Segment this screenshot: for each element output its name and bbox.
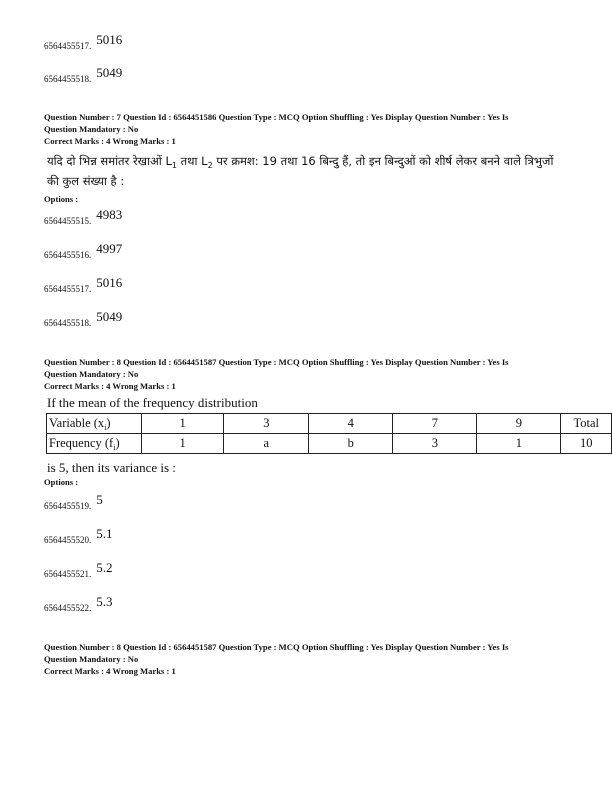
option-value: 5 — [96, 492, 103, 507]
option-row — [44, 526, 113, 548]
table-cell: 10 — [561, 434, 612, 454]
table-cell: 1 — [141, 434, 224, 454]
table-cell: Total — [561, 414, 612, 434]
options-label: Options : — [44, 477, 79, 487]
header-line: Question Number : 8 Question Id : 6564451587 Question Type : MCQ Option Shuffling : Yes Display Question Number : Yes Is — [44, 357, 509, 367]
option-row — [44, 594, 113, 616]
option-value: 5016 — [96, 32, 123, 47]
option-id: 6564455518. — [44, 318, 92, 328]
option-id: 6564455517. — [44, 284, 92, 294]
table-cell: 3 — [224, 414, 309, 434]
option-value: 5016 — [96, 275, 123, 290]
option-id: 6564455520. — [44, 535, 92, 545]
header-line: Question Mandatory : No — [44, 369, 139, 379]
option-value: 5049 — [96, 309, 123, 324]
question-header — [44, 356, 509, 392]
option-value: 5.2 — [96, 560, 113, 575]
table-cell: 1 — [141, 414, 224, 434]
option-value: 5049 — [96, 65, 123, 80]
table-cell: 1 — [477, 434, 561, 454]
option-row — [44, 32, 123, 54]
table-cell: 4 — [309, 414, 393, 434]
table-cell: 9 — [477, 414, 561, 434]
table-cell: b — [309, 434, 393, 454]
question-header — [44, 641, 509, 677]
question-text-line2: की कुल संख्या है : — [47, 174, 125, 188]
table-cell: 3 — [393, 434, 477, 454]
table-row — [47, 414, 612, 434]
option-value: 5.3 — [96, 594, 113, 609]
option-row — [44, 275, 123, 297]
question-header — [44, 111, 509, 147]
question-text: यदि दो भिन्न समांतर रेखाओं $L_1$ तथा $L_2$ पर क्रमश: 19 तथा 16 बिन्दु हैं, तो इन बिन्दुओं को शीर्ष लेकर बनने वाले त्रिभुजों — [47, 154, 554, 170]
table-cell: 7 — [393, 414, 477, 434]
table-cell: Variable $(x_i)$ — [47, 414, 142, 434]
header-line: Correct Marks : 4 Wrong Marks : 1 — [44, 136, 176, 146]
option-id: 6564455519. — [44, 501, 92, 511]
option-row — [44, 207, 123, 229]
option-id: 6564455517. — [44, 41, 92, 51]
header-line: Correct Marks : 4 Wrong Marks : 1 — [44, 381, 176, 391]
header-line: Question Number : 8 Question Id : 6564451587 Question Type : MCQ Option Shuffling : Yes Display Question Number : Yes Is — [44, 642, 509, 652]
header-line: Question Mandatory : No — [44, 654, 139, 664]
option-value: 4983 — [96, 207, 123, 222]
option-id: 6564455521. — [44, 569, 92, 579]
option-value: 5.1 — [96, 526, 113, 541]
options-label: Options : — [44, 194, 79, 204]
option-row — [44, 65, 123, 87]
option-row — [44, 309, 123, 331]
option-id: 6564455518. — [44, 74, 92, 84]
option-id: 6564455522. — [44, 603, 92, 613]
table-cell: a — [224, 434, 309, 454]
option-id: 6564455515. — [44, 216, 92, 226]
header-line: Question Number : 7 Question Id : 6564451586 Question Type : MCQ Option Shuffling : Yes Display Question Number : Yes Is — [44, 112, 509, 122]
header-line: Correct Marks : 4 Wrong Marks : 1 — [44, 666, 176, 676]
question-text: If the mean of the frequency distribution — [47, 395, 258, 410]
option-row — [44, 241, 123, 263]
question-text-outro: is 5, then its variance is : — [47, 460, 176, 475]
option-row — [44, 560, 113, 582]
header-line: Question Mandatory : No — [44, 124, 139, 134]
table-row — [47, 434, 612, 454]
option-row — [44, 492, 103, 514]
frequency-table — [46, 413, 612, 454]
option-id: 6564455516. — [44, 250, 92, 260]
table-cell: Frequency $(f_i)$ — [47, 434, 142, 454]
option-value: 4997 — [96, 241, 123, 256]
